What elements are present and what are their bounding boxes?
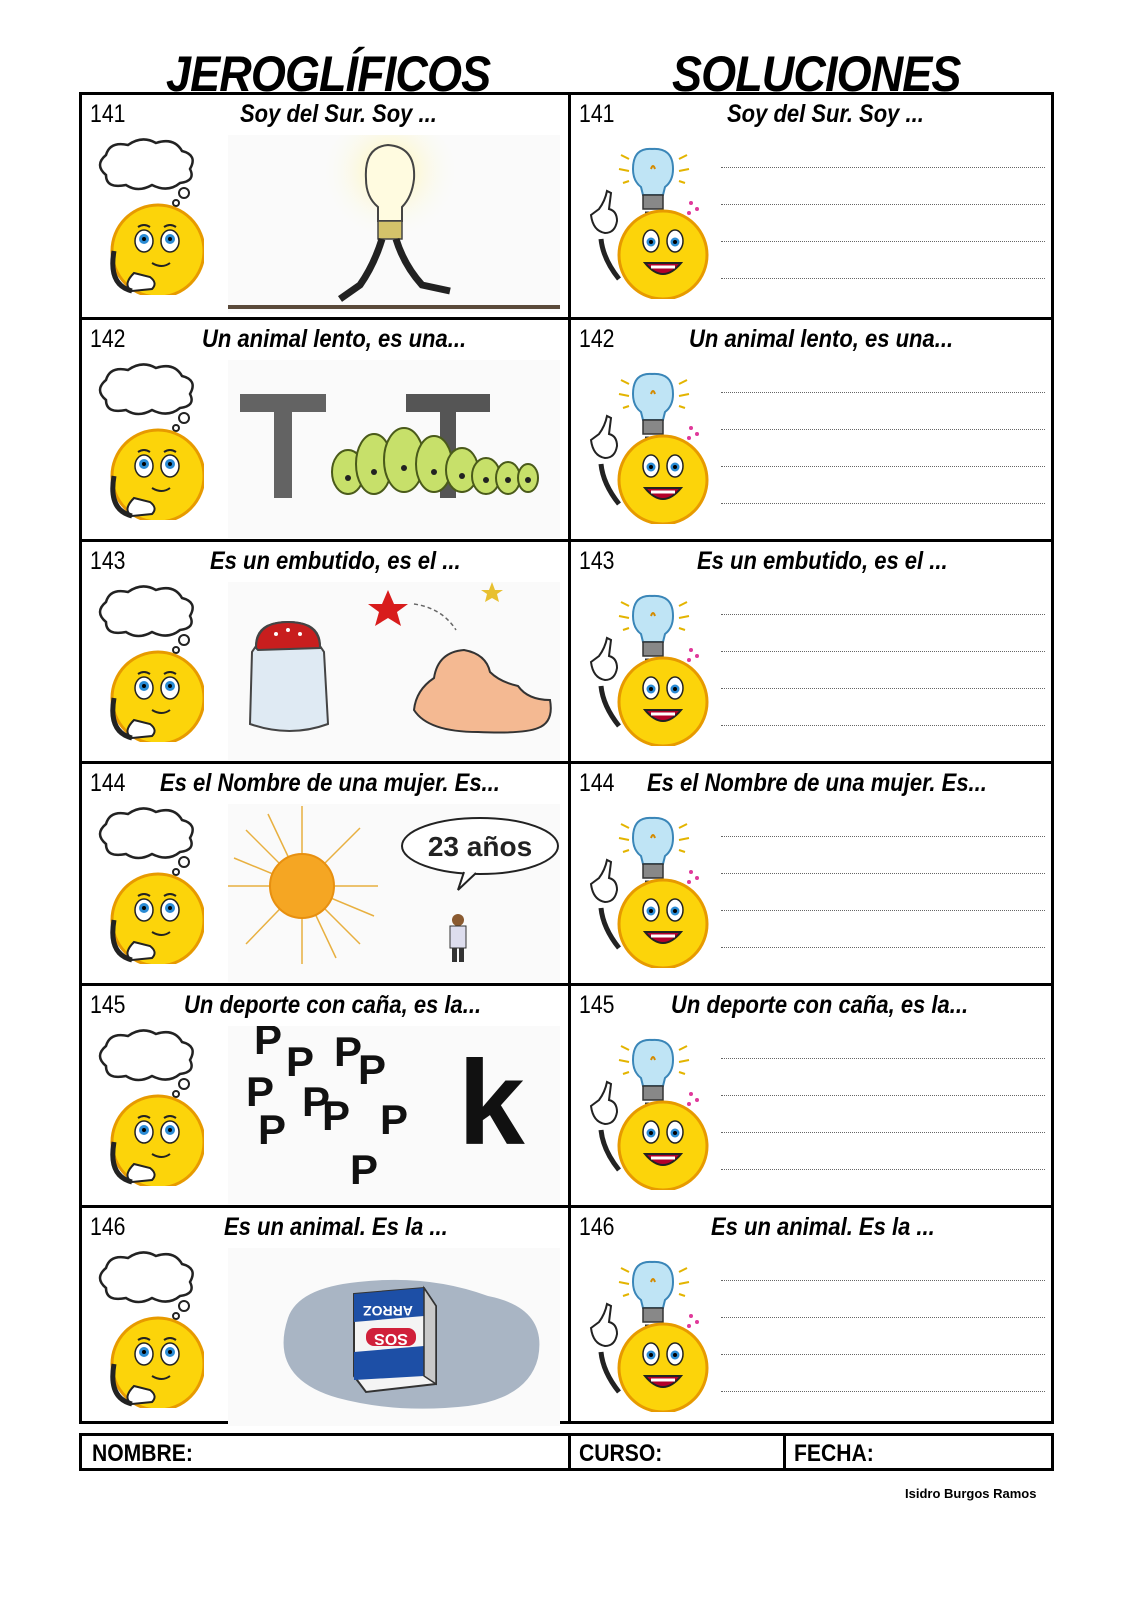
- answer-line[interactable]: [721, 1317, 1045, 1318]
- solution-number: 141: [579, 100, 615, 128]
- letter-p: P: [258, 1106, 287, 1153]
- riddle-cell: [82, 320, 568, 542]
- riddle-question: Soy del Sur. Soy ...: [240, 100, 437, 128]
- fecha-label: FECHA:: [794, 1440, 874, 1467]
- letter-k: k: [458, 1036, 525, 1170]
- riddle-row: [82, 539, 1051, 764]
- answer-line[interactable]: [721, 466, 1045, 467]
- curso-label: CURSO:: [579, 1440, 663, 1467]
- riddle-row: [82, 983, 1051, 1208]
- left-title: JEROGLÍFICOS: [166, 46, 491, 102]
- thinking-smiley-icon: [92, 804, 204, 969]
- riddle-cell: [82, 1208, 568, 1430]
- footer-divider: [783, 1436, 786, 1468]
- riddle-number: 142: [90, 325, 126, 353]
- idea-lightbulb-smiley-icon: [581, 354, 715, 529]
- riddle-grid: [79, 92, 1054, 1424]
- rebus-picture: [228, 582, 560, 760]
- answer-line[interactable]: [721, 910, 1045, 911]
- riddle-question: Un animal lento, es una...: [202, 325, 467, 353]
- solution-number: 142: [579, 325, 615, 353]
- sos-label: SOS: [374, 1330, 408, 1347]
- riddle-question: Un deporte con caña, es la...: [184, 991, 482, 1019]
- riddle-cell: [82, 95, 568, 317]
- idea-lightbulb-smiley-icon: [581, 1242, 715, 1417]
- answer-line[interactable]: [721, 1058, 1045, 1059]
- solution-question: Es un embutido, es el ...: [697, 547, 948, 575]
- thinking-smiley-icon: [92, 1026, 204, 1191]
- riddle-number: 144: [90, 769, 126, 797]
- solution-cell: [571, 320, 1051, 542]
- right-title: SOLUCIONES: [672, 46, 961, 102]
- solution-number: 144: [579, 769, 615, 797]
- answer-line[interactable]: [721, 503, 1045, 504]
- rebus-picture: [228, 135, 560, 313]
- thinking-smiley-icon: [92, 360, 204, 525]
- riddle-number: 143: [90, 547, 126, 575]
- letter-p: P: [380, 1096, 409, 1143]
- solution-question: Un animal lento, es una...: [689, 325, 954, 353]
- rebus-picture: [228, 1248, 560, 1426]
- solution-number: 145: [579, 991, 615, 1019]
- solution-cell: [571, 542, 1051, 764]
- answer-line[interactable]: [721, 614, 1045, 615]
- riddle-number: 146: [90, 1213, 126, 1241]
- riddle-cell: [82, 764, 568, 986]
- solution-question: Un deporte con caña, es la...: [671, 991, 969, 1019]
- solution-cell: [571, 764, 1051, 986]
- riddle-number: 141: [90, 100, 126, 128]
- riddle-question: Es un embutido, es el ...: [210, 547, 461, 575]
- rebus-picture: [228, 804, 560, 982]
- footer-divider: [568, 1436, 571, 1468]
- solution-question: Soy del Sur. Soy ...: [727, 100, 924, 128]
- answer-line[interactable]: [721, 1095, 1045, 1096]
- footer-bar: [79, 1433, 1054, 1471]
- solution-cell: [571, 1208, 1051, 1430]
- rebus-picture: [228, 360, 560, 538]
- answer-line[interactable]: [721, 1132, 1045, 1133]
- answer-line[interactable]: [721, 947, 1045, 948]
- solution-number: 143: [579, 547, 615, 575]
- letter-p: P: [286, 1038, 315, 1085]
- thinking-smiley-icon: [92, 135, 204, 300]
- nombre-label: NOMBRE:: [92, 1440, 193, 1467]
- answer-line[interactable]: [721, 278, 1045, 279]
- idea-lightbulb-smiley-icon: [581, 1020, 715, 1195]
- answer-line[interactable]: [721, 1169, 1045, 1170]
- letter-p: P: [322, 1092, 351, 1139]
- riddle-cell: [82, 542, 568, 764]
- answer-line[interactable]: [721, 873, 1045, 874]
- answer-line[interactable]: [721, 651, 1045, 652]
- riddle-question: Es el Nombre de una mujer. Es...: [160, 769, 500, 797]
- answer-line[interactable]: [721, 1280, 1045, 1281]
- riddle-row: [82, 1205, 1051, 1430]
- answer-line[interactable]: [721, 241, 1045, 242]
- idea-lightbulb-smiley-icon: [581, 576, 715, 751]
- answer-line[interactable]: [721, 725, 1045, 726]
- rebus-picture: [228, 1026, 560, 1204]
- answer-line[interactable]: [721, 429, 1045, 430]
- solution-cell: [571, 95, 1051, 317]
- letter-p: P: [334, 1028, 363, 1075]
- letter-p: P: [302, 1078, 331, 1125]
- answer-line[interactable]: [721, 204, 1045, 205]
- riddle-question: Es un animal. Es la ...: [224, 1213, 448, 1241]
- solution-cell: [571, 986, 1051, 1208]
- ages-bubble-text: 23 años: [427, 831, 533, 862]
- solution-question: Es el Nombre de una mujer. Es...: [647, 769, 987, 797]
- answer-line[interactable]: [721, 1354, 1045, 1355]
- idea-lightbulb-smiley-icon: [581, 798, 715, 973]
- letter-p: P: [350, 1146, 379, 1193]
- riddle-row: [82, 761, 1051, 986]
- riddle-row: [82, 317, 1051, 542]
- letter-p: P: [358, 1046, 387, 1093]
- answer-line[interactable]: [721, 688, 1045, 689]
- answer-line[interactable]: [721, 836, 1045, 837]
- author-credit: Isidro Burgos Ramos: [905, 1486, 1037, 1501]
- riddle-number: 145: [90, 991, 126, 1019]
- thinking-smiley-icon: [92, 1248, 204, 1413]
- letter-p: P: [254, 1026, 283, 1063]
- answer-line[interactable]: [721, 392, 1045, 393]
- solution-question: Es un animal. Es la ...: [711, 1213, 935, 1241]
- arroz-label: ARROZ: [363, 1303, 413, 1319]
- answer-line[interactable]: [721, 1391, 1045, 1392]
- thinking-smiley-icon: [92, 582, 204, 747]
- riddle-row: [82, 95, 1051, 317]
- solution-number: 146: [579, 1213, 615, 1241]
- riddle-cell: [82, 986, 568, 1208]
- idea-lightbulb-smiley-icon: [581, 129, 715, 304]
- answer-line[interactable]: [721, 167, 1045, 168]
- letter-p: P: [246, 1068, 275, 1115]
